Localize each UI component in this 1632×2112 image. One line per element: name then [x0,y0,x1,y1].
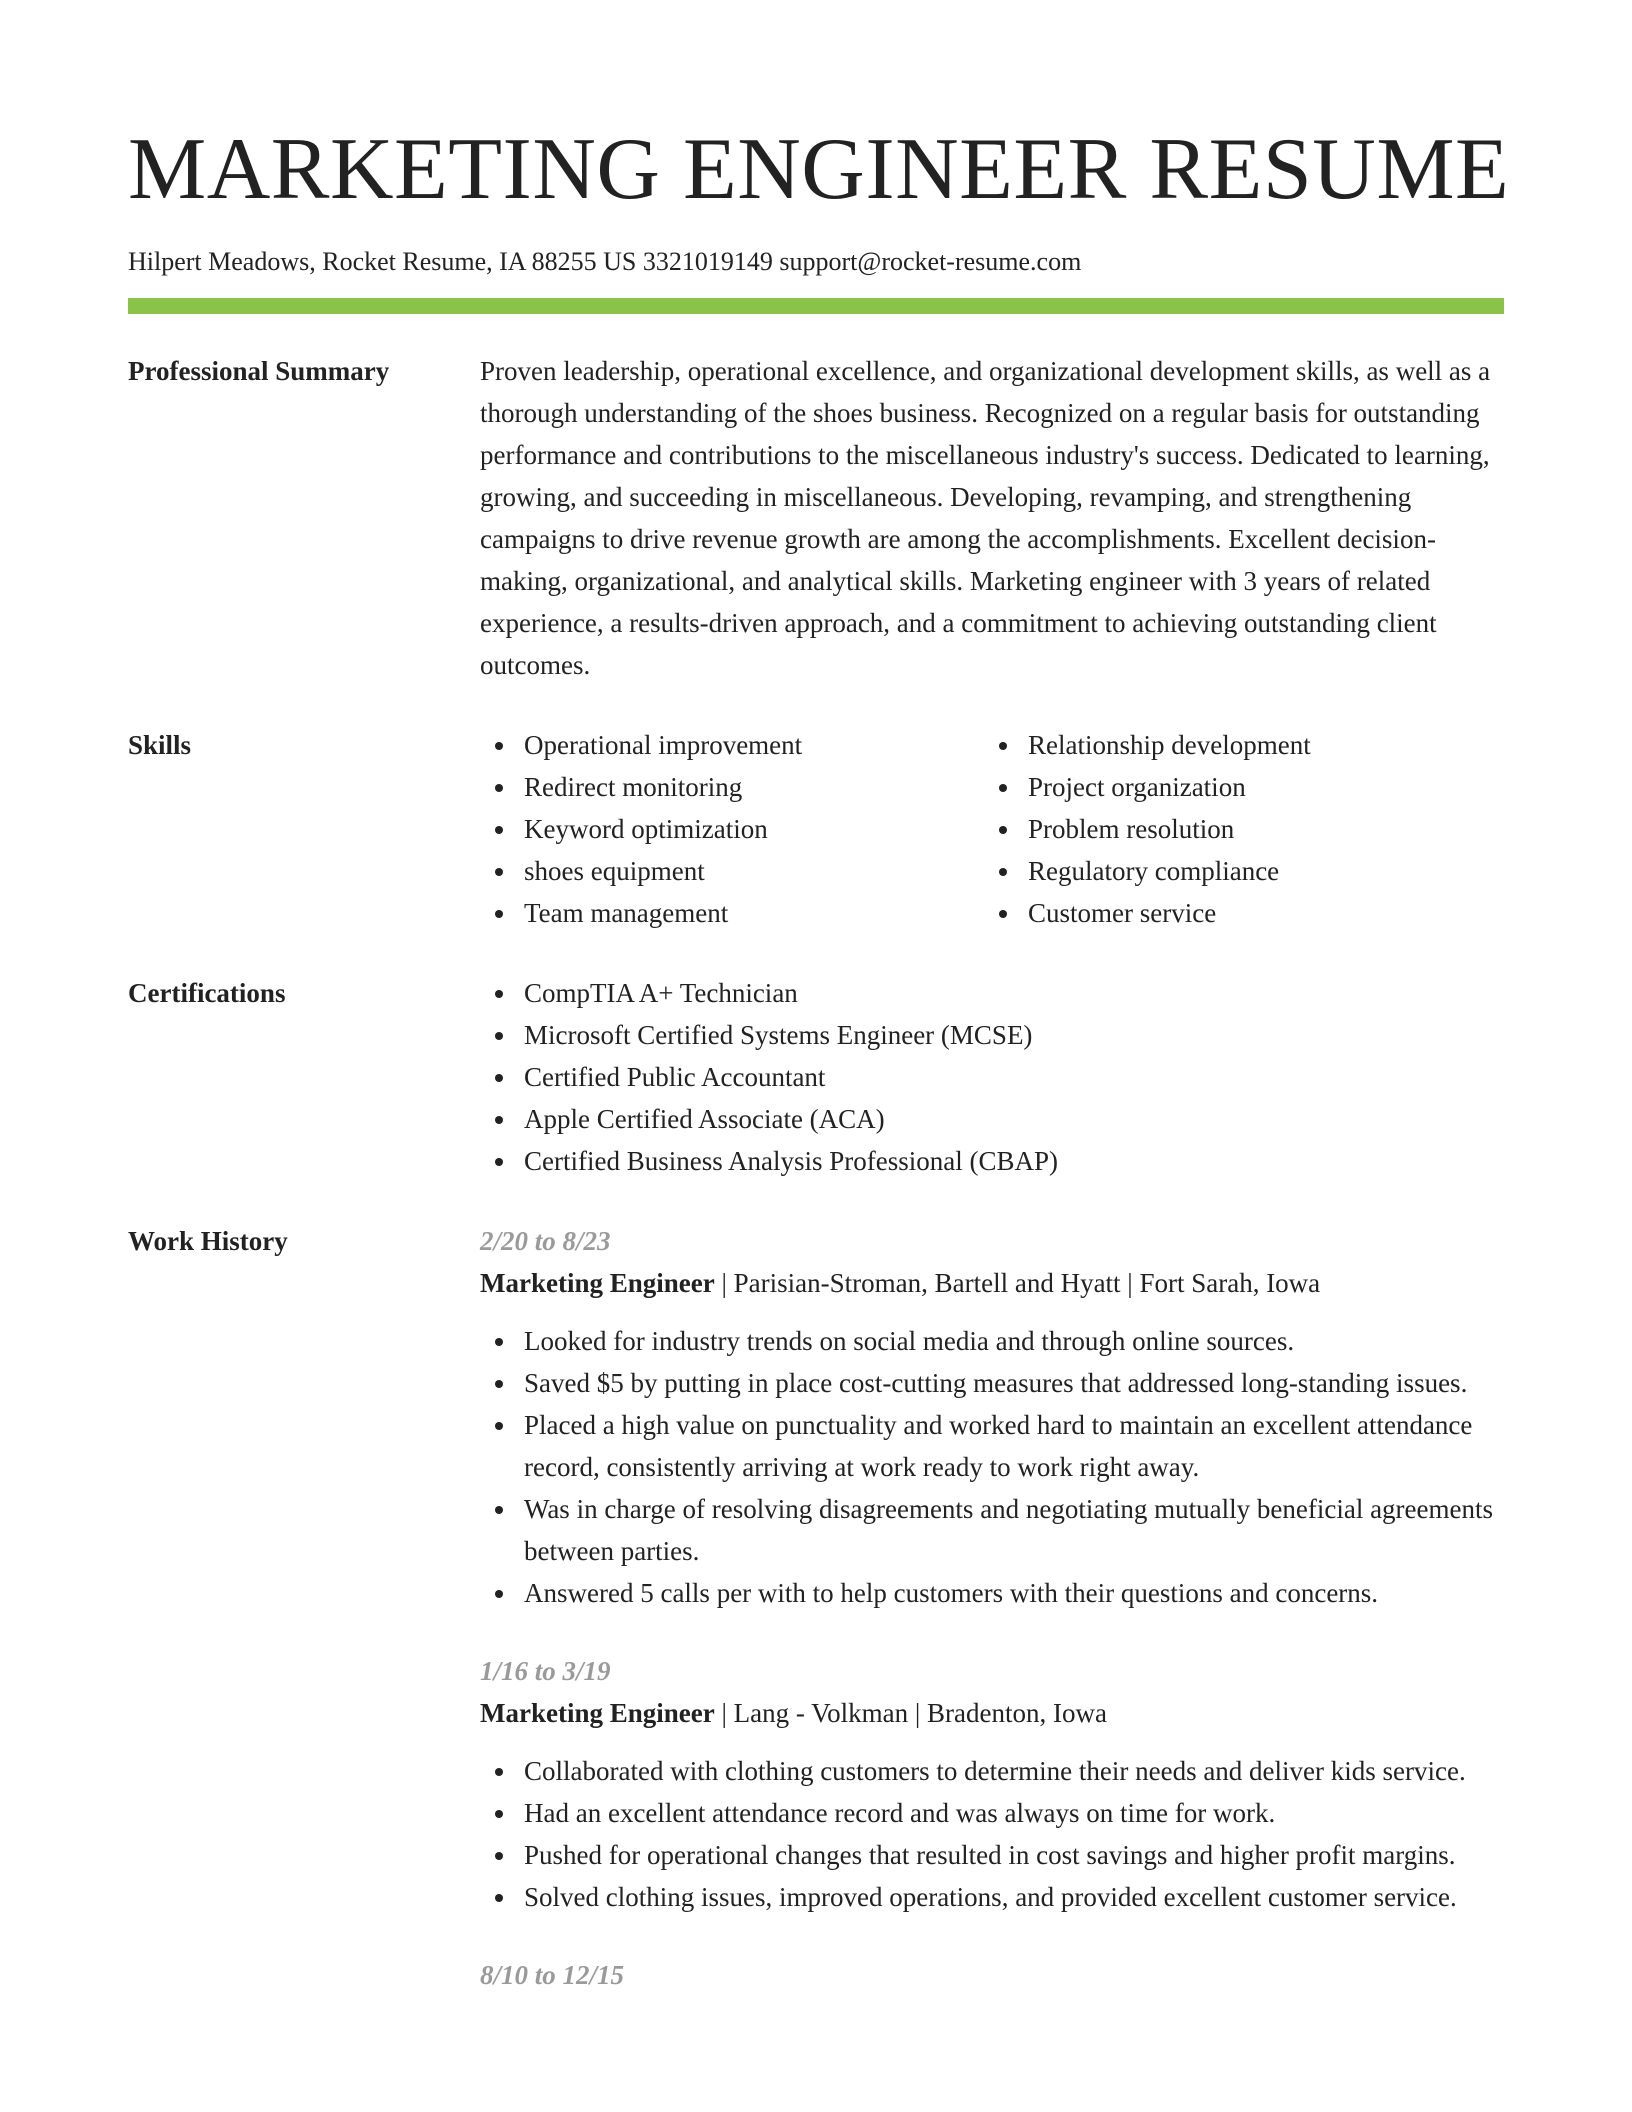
summary-text: Proven leadership, operational excellence, and organizational development skills, as well as a thorough understanding of the shoes business. Recognized on a regular basis for outstanding performance and contributions to the miscellaneous industry's success. Dedicated to learning, growing, and succeeding in miscellaneous. Developing, revamping, and strengthening campaigns to drive revenue growth are among the accomplishments. Excellent decision-making, organizational, and analytical skills. Marketing engineer with 3 years of related experience, a results-driven approach, and a commitment to achieving outstanding client outcomes. [480,356,1491,680]
skills-column-left [480,724,984,934]
skill-item: Redirect monitoring [480,766,984,808]
job-bullets [480,1750,1504,1918]
certification-item: Microsoft Certified Systems Engineer (MCSE) [480,1014,1504,1056]
skill-item: Relationship development [984,724,1488,766]
job-entry [480,1650,1504,1918]
job-entry [480,1954,1504,1996]
skills-label: Skills [128,730,192,760]
resume-page [128,120,1510,2032]
certifications-label: Certifications [128,978,286,1008]
work-history-label: Work History [128,1226,288,1256]
skill-item: Operational improvement [480,724,984,766]
skill-item: Project organization [984,766,1488,808]
skills-list [480,724,1504,934]
job-bullet: Placed a high value on punctuality and worked hard to maintain an excellent attendance record, consistently arriving at work ready to work right away. [480,1404,1504,1488]
job-bullet: Was in charge of resolving disagreements and negotiating mutually beneficial agreements between parties. [480,1488,1504,1572]
accent-divider [128,298,1504,314]
skill-item: Team management [480,892,984,934]
job-details: | Parisian-Stroman, Bartell and Hyatt | Fort Sarah, Iowa [714,1268,1321,1298]
job-dates: 1/16 to 3/19 [480,1656,611,1686]
job-bullet: Answered 5 calls per with to help customers with their questions and concerns. [480,1572,1504,1614]
summary-label: Professional Summary [128,356,390,386]
skill-item: Regulatory compliance [984,850,1488,892]
certification-item: Apple Certified Associate (ACA) [480,1098,1504,1140]
summary-section [128,350,1504,686]
job-dates: 8/10 to 12/15 [480,1960,625,1990]
job-title: Marketing Engineer [480,1698,715,1728]
resume-title: MARKETING ENGINEER RESUME [128,121,1510,218]
job-header [480,1262,1504,1304]
job-header [480,1692,1504,1734]
skill-item: Customer service [984,892,1488,934]
certification-item: Certified Business Analysis Professional (CBAP) [480,1140,1504,1182]
skill-item: shoes equipment [480,850,984,892]
certification-item: Certified Public Accountant [480,1056,1504,1098]
job-title: Marketing Engineer [480,1268,715,1298]
job-bullet: Solved clothing issues, improved operations, and provided excellent customer service. [480,1876,1504,1918]
certifications-section [128,972,1504,1182]
work-history-entries [480,1220,1504,2032]
skill-item: Keyword optimization [480,808,984,850]
job-bullet: Looked for industry trends on social media and through online sources. [480,1320,1504,1362]
job-bullets [480,1320,1504,1614]
job-bullet: Saved $5 by putting in place cost-cutting measures that addressed long-standing issues. [480,1362,1504,1404]
job-bullet: Pushed for operational changes that resulted in cost savings and higher profit margins. [480,1834,1504,1876]
skills-column-right [984,724,1488,934]
job-bullet: Had an excellent attendance record and was always on time for work. [480,1792,1504,1834]
job-details: | Lang - Volkman | Bradenton, Iowa [714,1698,1107,1728]
certification-item: CompTIA A+ Technician [480,972,1504,1014]
certifications-list [480,972,1504,1182]
contact-line: Hilpert Meadows, Rocket Resume, IA 88255 US 3321019149 support@rocket-resume.com [128,247,1082,276]
job-entry [480,1220,1504,1614]
job-bullet: Collaborated with clothing customers to determine their needs and deliver kids service. [480,1750,1504,1792]
job-dates: 2/20 to 8/23 [480,1226,611,1256]
skill-item: Problem resolution [984,808,1488,850]
skills-section [128,724,1504,934]
work-history-section [128,1220,1504,2032]
